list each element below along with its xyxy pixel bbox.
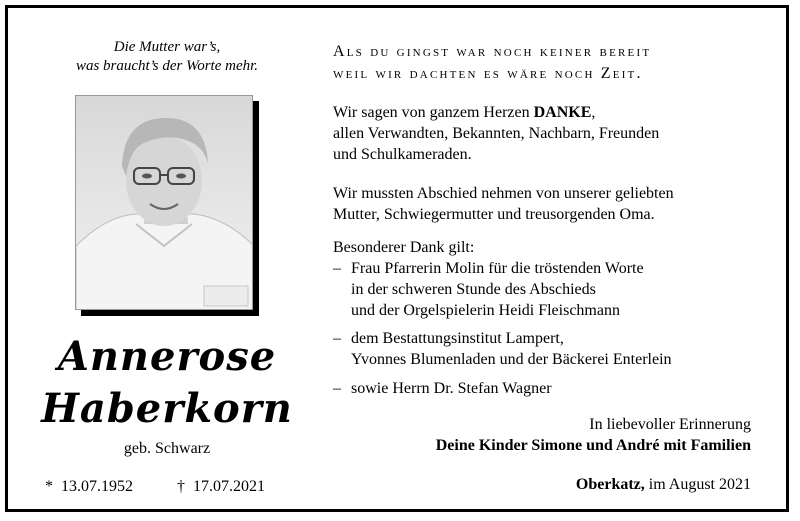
- farewell-line-2: Mutter, Schwiegermutter und treusorgenden Oma.: [333, 206, 655, 223]
- poem-heading: [333, 41, 651, 85]
- thanks-emphasis: DANKE: [533, 104, 592, 121]
- closing-line-2: [436, 435, 751, 456]
- thanks-line-1: [333, 102, 659, 123]
- quote-line-2: was braucht’s der Worte mehr.: [75, 58, 259, 74]
- right-column: [333, 8, 773, 509]
- poem-line-2: weil wir dachten es wäre noch Zeit.: [333, 65, 643, 82]
- obituary-card: [5, 5, 789, 512]
- left-column: [8, 8, 326, 509]
- poem-line-1: Als du gingst war noch keiner bereit: [333, 43, 652, 60]
- farewell-paragraph: [333, 183, 674, 225]
- item1-line-2: in der schweren Stunde des Abschieds: [351, 281, 596, 298]
- thanks-item-2: [333, 328, 672, 370]
- memorial-quote: [8, 38, 326, 76]
- death-symbol: †: [177, 478, 185, 495]
- item3-line-1: sowie Herrn Dr. Stefan Wagner: [351, 380, 552, 397]
- quote-line-1: Die Mutter war’s,: [113, 39, 221, 55]
- birth-date: 13.07.1952: [61, 478, 133, 495]
- deceased-first-name: Annerose: [57, 333, 277, 380]
- thanks-paragraph: [333, 102, 659, 165]
- life-dates: [45, 478, 269, 496]
- thanks-item-3: [333, 378, 552, 399]
- death-date: 17.07.2021: [193, 478, 265, 495]
- thanks-line-2: allen Verwandten, Bekannten, Nachbarn, Freunden: [333, 125, 660, 142]
- farewell-line-1: Wir mussten Abschied nehmen von unserer geliebten: [333, 185, 674, 202]
- dash-bullet: –: [333, 330, 341, 347]
- item1-line-1: Frau Pfarrerin Molin für die tröstenden Worte: [351, 260, 644, 277]
- thanks-prefix: Wir sagen von ganzem Herzen: [333, 104, 534, 121]
- special-thanks-heading: Besonderer Dank gilt:: [333, 239, 475, 256]
- special-thanks: [333, 237, 644, 321]
- item2-line-1: dem Bestattungsinstitut Lampert,: [351, 330, 564, 347]
- thanks-suffix: ,: [591, 104, 596, 121]
- item1-line-3: und der Orgelspielerin Heidi Fleischmann: [351, 302, 620, 319]
- thanks-line-3: und Schulkameraden.: [333, 146, 472, 163]
- thanks-item-1: [333, 258, 644, 321]
- portrait-photo: [75, 95, 253, 310]
- family-names: Deine Kinder Simone und André mit Familien: [435, 437, 751, 454]
- maiden-name: geb. Schwarz: [123, 440, 211, 457]
- place-name: Oberkatz,: [575, 476, 645, 493]
- item2-line-2: Yvonnes Blumenladen und der Bäckerei Enterlein: [351, 351, 672, 368]
- birth-symbol: *: [45, 478, 53, 495]
- closing-line-1: In liebevoller Erinnerung: [589, 416, 751, 433]
- dash-bullet: –: [333, 380, 341, 397]
- signature-block: [436, 414, 751, 456]
- dash-bullet: –: [333, 260, 341, 277]
- thanks-item-3-body: [333, 378, 552, 399]
- place-date: [576, 474, 751, 495]
- deceased-last-name: Haberkorn: [41, 385, 293, 432]
- date-text: im August 2021: [644, 476, 751, 493]
- portrait-illustration: [76, 96, 253, 310]
- thanks-item-2-body: [333, 328, 672, 370]
